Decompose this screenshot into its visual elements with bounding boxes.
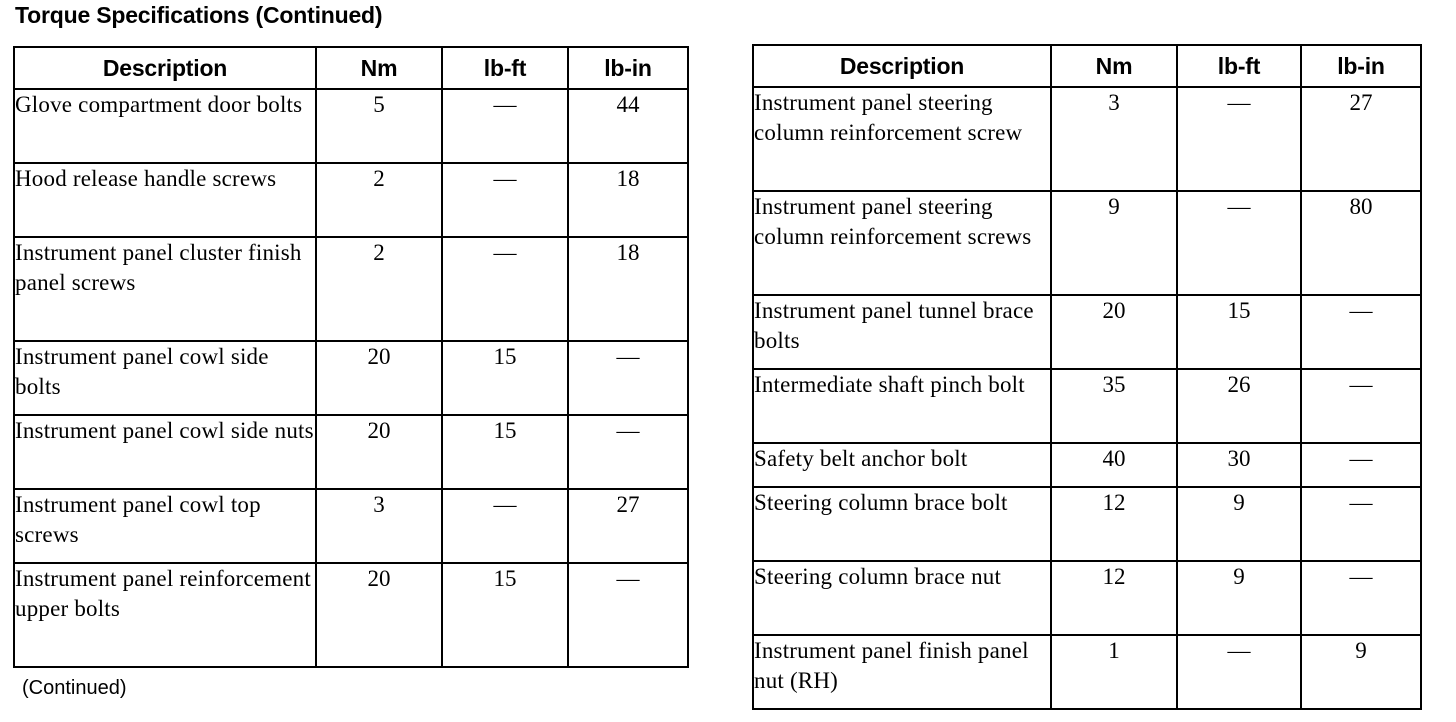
nm-cell: 40 [1051, 443, 1177, 487]
lb-ft-cell: 26 [1177, 369, 1301, 443]
lb-in-cell: 27 [1301, 87, 1421, 191]
description-cell: Instrument panel tunnel brace bolts [753, 295, 1051, 369]
description-cell: Glove compartment door bolts [14, 89, 316, 163]
torque-table-right [752, 44, 1422, 710]
table-row [753, 635, 1421, 709]
table-row [753, 443, 1421, 487]
lb-in-cell: 27 [568, 489, 688, 563]
table-row [753, 487, 1421, 561]
description-cell: Instrument panel steering column reinforcement screws [753, 191, 1051, 295]
nm-cell: 12 [1051, 487, 1177, 561]
lb-ft-cell: 9 [1177, 487, 1301, 561]
table-row [753, 295, 1421, 369]
nm-cell: 5 [316, 89, 442, 163]
lb-in-cell: 44 [568, 89, 688, 163]
lb-in-cell: 9 [1301, 635, 1421, 709]
lb-ft-cell: — [1177, 191, 1301, 295]
table-row [753, 87, 1421, 191]
description-cell: Steering column brace nut [753, 561, 1051, 635]
description-cell: Instrument panel cowl side bolts [14, 341, 316, 415]
lb-ft-cell: 15 [442, 341, 568, 415]
table-row [14, 341, 688, 415]
column-header-lb-ft: lb-ft [1177, 45, 1301, 87]
lb-in-cell: 18 [568, 237, 688, 341]
lb-ft-cell: — [442, 237, 568, 341]
lb-ft-cell: — [442, 89, 568, 163]
lb-ft-cell: — [1177, 87, 1301, 191]
lb-ft-cell: 15 [1177, 295, 1301, 369]
nm-cell: 2 [316, 163, 442, 237]
table-row [753, 191, 1421, 295]
lb-ft-cell: — [1177, 635, 1301, 709]
lb-ft-cell: 15 [442, 563, 568, 667]
description-cell: Steering column brace bolt [753, 487, 1051, 561]
nm-cell: 20 [316, 563, 442, 667]
description-cell: Instrument panel cowl top screws [14, 489, 316, 563]
description-cell: Instrument panel reinforcement upper bolts [14, 563, 316, 667]
table-header-row [753, 45, 1421, 87]
continued-note: (Continued) [22, 677, 127, 699]
lb-in-cell: 18 [568, 163, 688, 237]
lb-ft-cell: 30 [1177, 443, 1301, 487]
column-header-description: Description [14, 47, 316, 89]
nm-cell: 9 [1051, 191, 1177, 295]
description-cell: Intermediate shaft pinch bolt [753, 369, 1051, 443]
table-row [753, 561, 1421, 635]
nm-cell: 20 [1051, 295, 1177, 369]
lb-in-cell: — [1301, 369, 1421, 443]
table-row [14, 415, 688, 489]
nm-cell: 3 [1051, 87, 1177, 191]
table-row [14, 89, 688, 163]
nm-cell: 35 [1051, 369, 1177, 443]
description-cell: Instrument panel cluster finish panel screws [14, 237, 316, 341]
nm-cell: 20 [316, 341, 442, 415]
table-row [14, 489, 688, 563]
lb-ft-cell: — [442, 163, 568, 237]
lb-ft-cell: 15 [442, 415, 568, 489]
lb-in-cell: 80 [1301, 191, 1421, 295]
page-title: Torque Specifications (Continued) [15, 2, 383, 28]
column-header-lb-ft: lb-ft [442, 47, 568, 89]
lb-in-cell: — [568, 415, 688, 489]
lb-in-cell: — [1301, 487, 1421, 561]
column-header-nm: Nm [316, 47, 442, 89]
nm-cell: 1 [1051, 635, 1177, 709]
description-cell: Hood release handle screws [14, 163, 316, 237]
lb-in-cell: — [568, 341, 688, 415]
table-row [14, 237, 688, 341]
lb-in-cell: — [1301, 443, 1421, 487]
column-header-description: Description [753, 45, 1051, 87]
lb-in-cell: — [1301, 295, 1421, 369]
table-row [14, 163, 688, 237]
lb-in-cell: — [568, 563, 688, 667]
column-header-lb-in: lb-in [568, 47, 688, 89]
column-header-nm: Nm [1051, 45, 1177, 87]
torque-table-left [13, 46, 689, 668]
lb-ft-cell: — [442, 489, 568, 563]
description-cell: Instrument panel finish panel nut (RH) [753, 635, 1051, 709]
lb-in-cell: — [1301, 561, 1421, 635]
table-row [753, 369, 1421, 443]
nm-cell: 20 [316, 415, 442, 489]
description-cell: Safety belt anchor bolt [753, 443, 1051, 487]
column-header-lb-in: lb-in [1301, 45, 1421, 87]
lb-ft-cell: 9 [1177, 561, 1301, 635]
nm-cell: 12 [1051, 561, 1177, 635]
table-header-row [14, 47, 688, 89]
description-cell: Instrument panel steering column reinforcement screw [753, 87, 1051, 191]
description-cell: Instrument panel cowl side nuts [14, 415, 316, 489]
nm-cell: 3 [316, 489, 442, 563]
nm-cell: 2 [316, 237, 442, 341]
table-row [14, 563, 688, 667]
